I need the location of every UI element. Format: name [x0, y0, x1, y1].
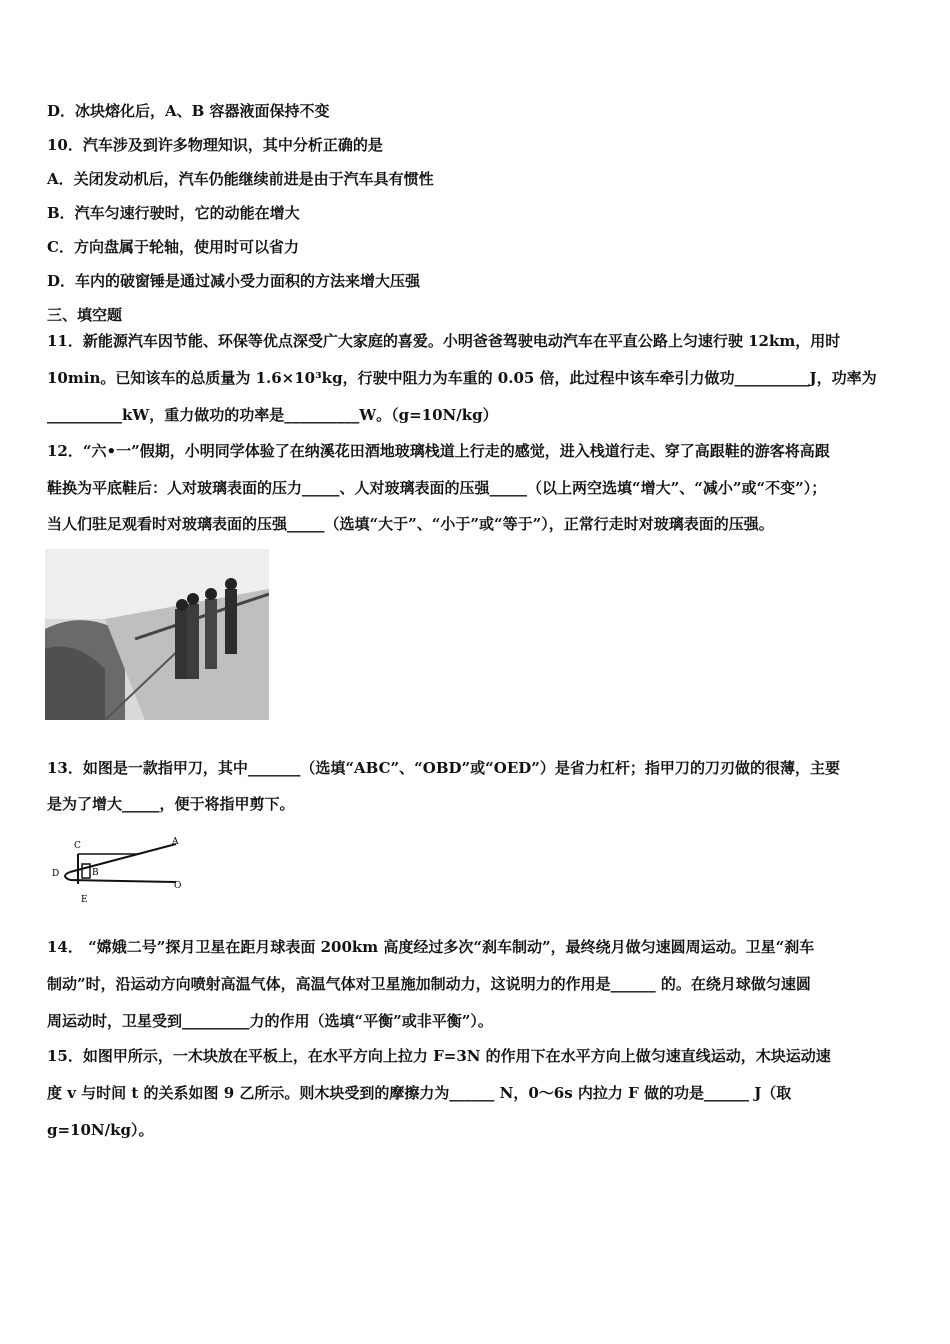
- section-title: 三、填空题: [47, 306, 123, 324]
- question-11-line3: __________kW，重力做功的功率是__________W。（g=10N/kg）: [47, 406, 498, 424]
- question-12-line1: 12．“六•一”假期，小明同学体验了在纳溪花田酒地玻璃栈道上行走的感觉，进入栈道行走、穿了高跟鞋的游客将高跟: [47, 442, 830, 460]
- question-11-line1: 11．新能源汽车因节能、环保等优点深受广大家庭的喜爱。小明爸爸驾驶电动汽车在平直公路上匀速行驶 12km，用时: [47, 332, 841, 350]
- question-15-line2: 度 v 与时间 t 的关系如图 9 乙所示。则木块受到的摩擦力为______ N，0～6s 内拉力 F 做的功是______ J（取: [47, 1084, 792, 1102]
- nail-clipper-diagram: [48, 832, 188, 907]
- question-14-line2: 制动”时，沿运动方向喷射高温气体，高温气体对卫星施加制动力，这说明力的作用是______ 的。在绕月球做匀速圆: [47, 975, 811, 993]
- label-e: E: [81, 895, 88, 905]
- label-d: D: [52, 869, 60, 879]
- question-11-line2: 10min。已知该车的总质量为 1.6×10³kg，行驶中阻力为车重的 0.05 倍，此过程中该车牵引力做功__________J，功率为: [47, 369, 877, 387]
- label-c: C: [74, 841, 81, 851]
- option-d-q10: D．车内的破窗锤是通过减小受力面积的方法来增大压强: [47, 272, 421, 290]
- question-12-line3: 当人们驻足观看时对玻璃表面的压强_____（选填“大于”、“小于”或“等于”），正常行走时对玻璃表面的压强。: [47, 515, 774, 533]
- label-b: B: [92, 868, 99, 878]
- option-b-q10: B．汽车匀速行驶时，它的动能在增大: [47, 204, 300, 222]
- option-c-q10: C．方向盘属于轮轴，使用时可以省力: [47, 238, 299, 256]
- question-13-line2: 是为了增大_____，便于将指甲剪下。: [47, 795, 295, 813]
- glass-walkway-photo: [45, 549, 269, 720]
- question-15-line1: 15．如图甲所示，一木块放在平板上，在水平方向上拉力 F=3N 的作用下在水平方向上做匀速直线运动，木块运动速: [47, 1047, 831, 1065]
- option-d-q9: D．冰块熔化后，A、B 容器液面保持不变: [47, 102, 330, 120]
- question-14-line1: 14． “嫦娥二号”探月卫星在距月球表面 200km 高度经过多次“刹车制动”，最终绕月做匀速圆周运动。卫星“刹车: [47, 938, 815, 956]
- option-a-q10: A．关闭发动机后，汽车仍能继续前进是由于汽车具有惯性: [47, 170, 434, 188]
- question-14-line3: 周运动时，卫星受到_________力的作用（选填“平衡”或非平衡”）。: [47, 1012, 493, 1030]
- label-o: O: [174, 881, 182, 891]
- question-10: 10．汽车涉及到许多物理知识，其中分析正确的是: [47, 136, 383, 154]
- question-15-line3: g=10N/kg）。: [47, 1121, 154, 1139]
- label-a: A: [172, 837, 179, 847]
- question-13-line1: 13．如图是一款指甲刀，其中_______（选填“ABC”、“OBD”或“OED”）是省力杠杆；指甲刀的刀刃做的很薄，主要: [47, 759, 840, 777]
- question-12-line2: 鞋换为平底鞋后：人对玻璃表面的压力_____、人对玻璃表面的压强_____（以上两空选填“增大”、“减小”或“不变”）；: [47, 479, 827, 497]
